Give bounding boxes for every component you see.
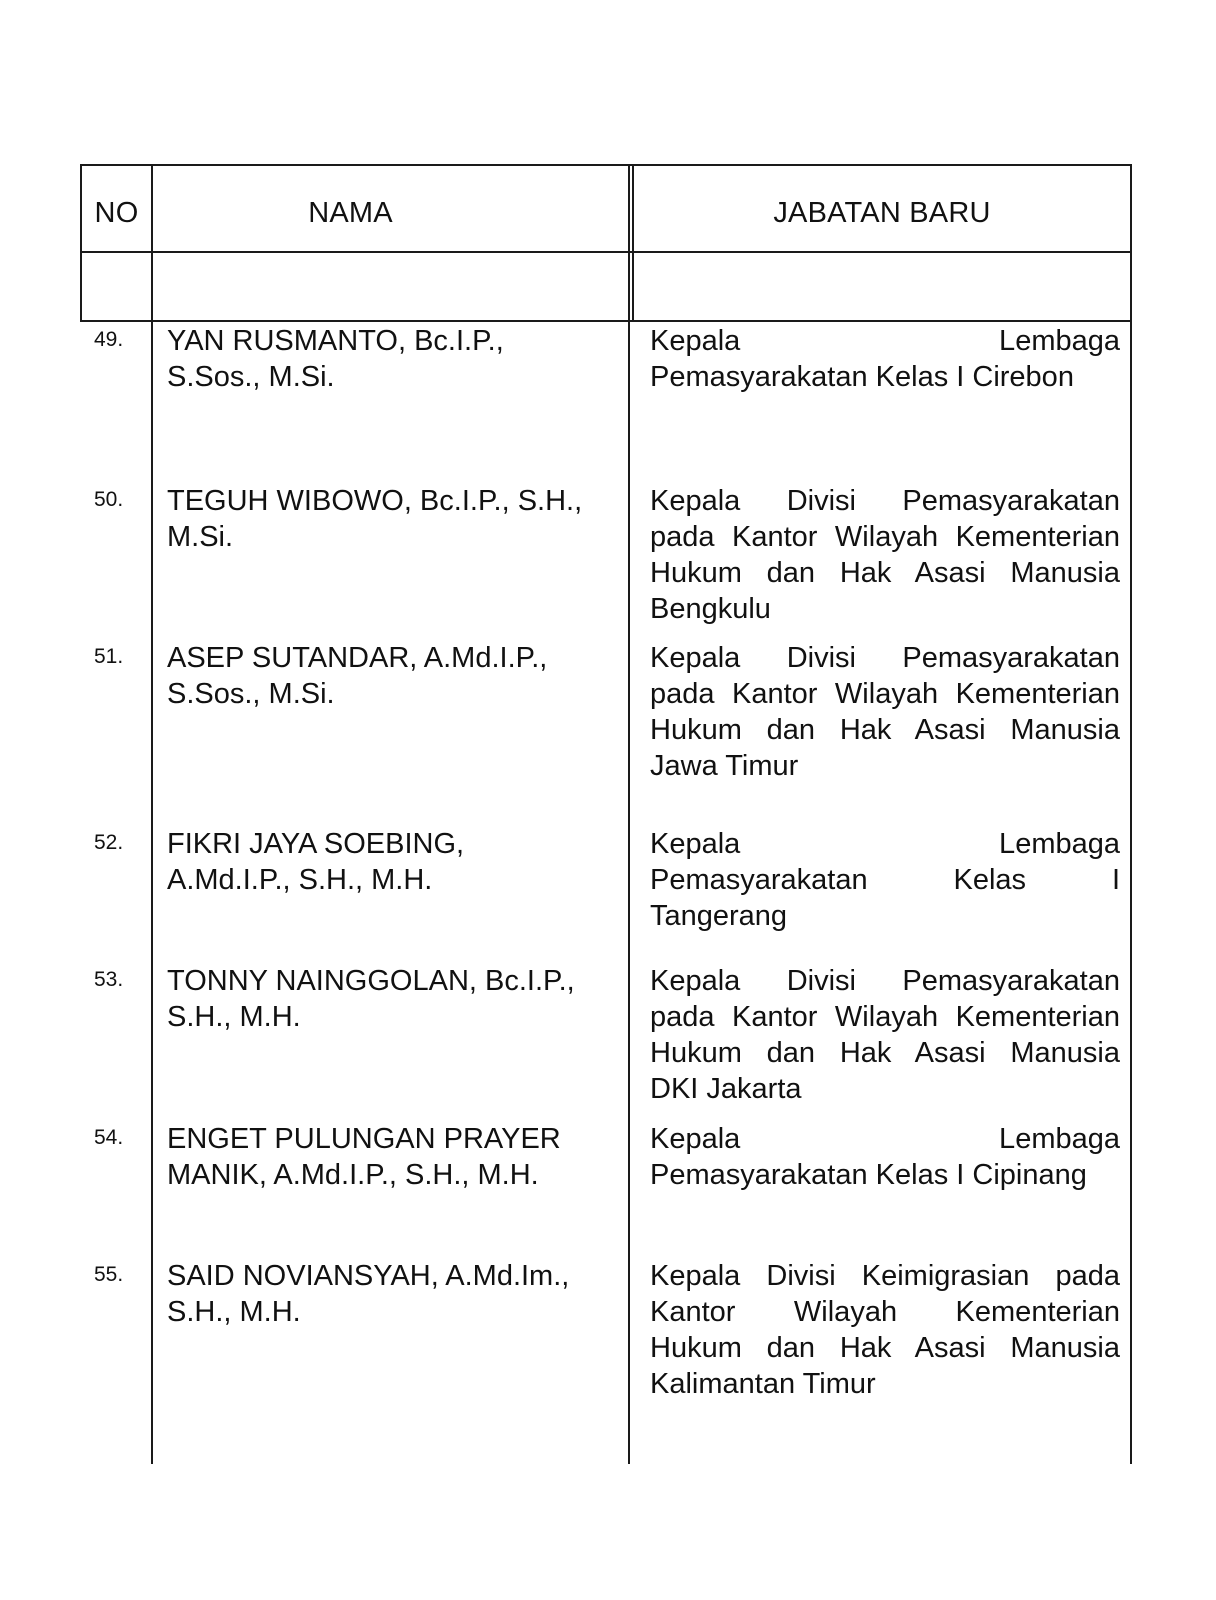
jabatan-line: Kantor Wilayah Kementerian [650,1296,1120,1328]
jabatan-line: Kepala Divisi Keimigrasian pada [650,1260,1120,1292]
jabatan-line: Pemasyarakatan Kelas I Cirebon [650,361,1074,393]
nama-line: S.Sos., M.Si. [167,678,335,710]
jabatan-line: Jawa Timur [650,750,799,782]
row-nama [167,483,615,555]
nama-line: S.Sos., M.Si. [167,361,335,393]
nama-line: M.Si. [167,521,234,553]
nama-line: S.H., M.H. [167,1001,301,1033]
row-number: 52. [94,831,124,854]
jabatan-line: Kalimantan Timur [650,1368,876,1400]
nama-line: TONNY NAINGGOLAN, Bc.I.P., [167,965,575,997]
jabatan-line: Pemasyarakatan Kelas I [650,864,1120,896]
row-jabatan [650,1258,1120,1402]
jabatan-line: Tangerang [650,900,788,932]
jabatan-line: Kepala Lembaga [650,1123,1120,1155]
row-jabatan [650,1121,1120,1193]
row-number: 51. [94,645,124,668]
jabatan-line: Kepala Divisi Pemasyarakatan [650,485,1120,517]
header-nama: NAMA [308,197,393,229]
row-jabatan [650,323,1120,395]
nama-line: S.H., M.H. [167,1296,301,1328]
nama-line: MANIK, A.Md.I.P., S.H., M.H. [167,1159,539,1191]
row-jabatan [650,640,1120,784]
jabatan-line: Bengkulu [650,593,771,625]
jabatan-line: Hukum dan Hak Asasi Manusia [650,557,1120,589]
nama-line: FIKRI JAYA SOEBING, [167,828,465,860]
row-jabatan [650,963,1120,1107]
row-nama [167,1258,615,1330]
col-divider-no-nama [151,164,153,1464]
nama-line: TEGUH WIBOWO, Bc.I.P., S.H., [167,485,583,517]
row-number: 49. [94,328,124,351]
row-number: 53. [94,968,124,991]
nama-line: ASEP SUTANDAR, A.Md.I.P., [167,642,548,674]
jabatan-line: DKI Jakarta [650,1073,802,1105]
jabatan-line: pada Kantor Wilayah Kementerian [650,678,1120,710]
nama-line: A.Md.I.P., S.H., M.H. [167,864,433,896]
row-jabatan [650,826,1120,934]
jabatan-line: pada Kantor Wilayah Kementerian [650,1001,1120,1033]
nama-line: SAID NOVIANSYAH, A.Md.Im., [167,1260,570,1292]
blank-row-bottom-border [80,320,1132,322]
jabatan-line: pada Kantor Wilayah Kementerian [650,521,1120,553]
row-nama [167,826,615,898]
header-jabatan: JABATAN BARU [773,197,991,229]
jabatan-line: Kepala Lembaga [650,828,1120,860]
row-number: 54. [94,1126,124,1149]
table-right-border [1130,164,1132,1464]
jabatan-line: Kepala Lembaga [650,325,1120,357]
row-nama [167,963,615,1035]
jabatan-line: Kepala Divisi Pemasyarakatan [650,642,1120,674]
jabatan-line: Hukum dan Hak Asasi Manusia [650,1037,1120,1069]
jabatan-line: Kepala Divisi Pemasyarakatan [650,965,1120,997]
row-nama [167,1121,615,1193]
row-number: 50. [94,488,124,511]
col-divider-nama-jabatan [628,164,630,1464]
jabatan-line: Hukum dan Hak Asasi Manusia [650,714,1120,746]
row-nama [167,640,615,712]
nama-line: YAN RUSMANTO, Bc.I.P., [167,325,504,357]
header-bottom-border [80,251,1132,253]
row-nama [167,323,615,395]
jabatan-line: Pemasyarakatan Kelas I Cipinang [650,1159,1087,1191]
jabatan-line: Hukum dan Hak Asasi Manusia [650,1332,1120,1364]
header-no: NO [94,197,139,229]
nama-line: ENGET PULUNGAN PRAYER [167,1123,561,1155]
table-top-border [80,164,1132,166]
row-jabatan [650,483,1120,627]
row-number: 55. [94,1263,124,1286]
